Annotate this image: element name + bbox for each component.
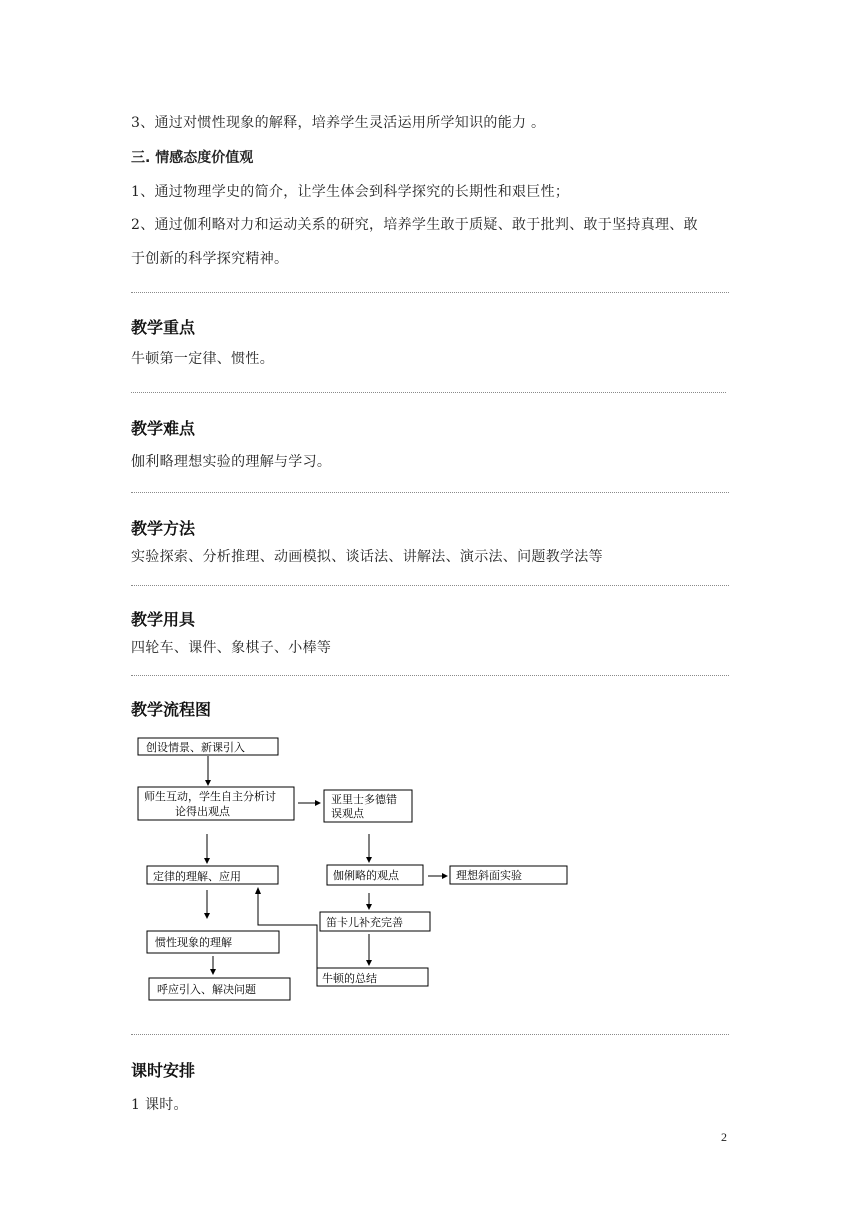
flow-text-echo: 呼应引入、解决问题 xyxy=(157,983,256,996)
flow-arrowhead xyxy=(204,913,210,919)
flow-arrowhead xyxy=(366,904,372,910)
schedule-content: 1 课时。 xyxy=(131,1097,188,1113)
flow-text-newton: 牛顿的总结 xyxy=(322,972,377,985)
flow-text-interaction-2: 论得出观点 xyxy=(175,805,230,818)
flow-text-law: 定律的理解、应用 xyxy=(153,870,241,883)
flow-text-descartes: 笛卡儿补充完善 xyxy=(326,916,403,929)
emotion-item-2-line-1: 2、通过伽利略对力和运动关系的研究，培养学生敢于质疑、敢于批判、敢于坚持真理、敢 xyxy=(131,217,698,233)
flow-arrowhead xyxy=(204,858,210,864)
flowchart-title: 教学流程图 xyxy=(131,700,212,719)
flow-text-interaction-1: 师生互动，学生自主分析讨 xyxy=(144,790,276,803)
tools-content: 四轮车、课件、象棋子、小棒等 xyxy=(131,640,332,656)
section-divider xyxy=(131,1034,729,1035)
flow-arrowhead xyxy=(205,780,211,786)
difficulties-title: 教学难点 xyxy=(131,419,196,438)
flow-text-intro: 创设情景、新课引入 xyxy=(146,741,245,754)
flow-text-galileo: 伽俐略的观点 xyxy=(333,869,399,882)
objective-item-3: 3、通过对惯性现象的解释，培养学生灵活运用所学知识的能力 。 xyxy=(131,115,546,131)
methods-title: 教学方法 xyxy=(131,519,196,538)
flow-text-aristotle-1: 亚里士多德错 xyxy=(331,793,397,806)
flow-arrowhead xyxy=(210,969,216,975)
emotion-item-1: 1、通过物理学史的简介，让学生体会到科学探究的长期性和艰巨性； xyxy=(131,184,570,200)
methods-content: 实验探索、分析推理、动画模拟、谈话法、讲解法、演示法、问题教学法等 xyxy=(131,549,603,565)
key-points-content: 牛顿第一定律、惯性。 xyxy=(131,351,274,367)
flow-text-inertia: 惯性现象的理解 xyxy=(155,936,232,949)
flow-text-aristotle-2: 误观点 xyxy=(331,807,364,820)
emotion-item-2-line-2: 于创新的科学探究精神。 xyxy=(131,251,289,267)
flow-arrowhead xyxy=(315,800,321,806)
key-points-title: 教学重点 xyxy=(131,318,196,337)
emotion-values-heading: 三. 情感态度价值观 xyxy=(131,150,254,166)
flow-arrowhead xyxy=(255,887,261,894)
flow-text-ideal-experiment: 理想斜面实验 xyxy=(456,869,522,882)
flow-arrowhead xyxy=(366,960,372,966)
flow-arrowhead xyxy=(366,857,372,863)
page-number: 2 xyxy=(721,1130,727,1144)
difficulties-content: 伽利略理想实验的理解与学习。 xyxy=(131,454,332,470)
schedule-title: 课时安排 xyxy=(131,1061,196,1080)
flow-arrowhead xyxy=(442,873,448,879)
tools-title: 教学用具 xyxy=(131,610,196,629)
